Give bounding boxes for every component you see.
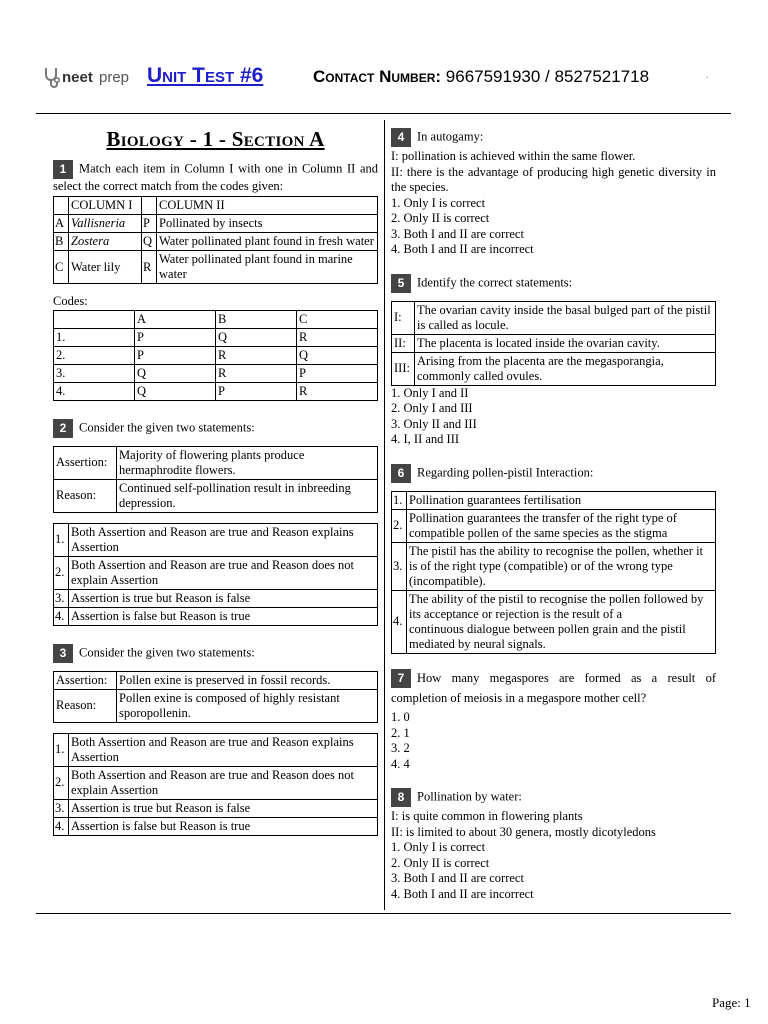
table-row (54, 346, 378, 364)
question-8-text: Pollination by water: (417, 789, 522, 804)
option[interactable]: 1. Only I is correct (391, 195, 486, 210)
option-row[interactable] (54, 607, 378, 625)
option-number: 1. (54, 523, 69, 556)
table-cell: R (297, 382, 378, 400)
top-divider (36, 113, 731, 114)
right-column (391, 128, 716, 912)
statement-number: III: (392, 352, 415, 385)
question-3 (53, 644, 378, 836)
column-2-header: COLUMN II (157, 197, 378, 215)
question-1 (53, 160, 378, 401)
option[interactable]: 4. Both I and II are incorrect (391, 886, 534, 901)
option-number: 2. (54, 766, 69, 799)
question-2-stem (53, 419, 378, 438)
assertion-label: Assertion: (54, 671, 117, 689)
option-text: Pollination guarantees fertilisation (407, 491, 716, 509)
table-cell: 1. (54, 328, 135, 346)
table-cell: P (135, 346, 216, 364)
statement-1: I: is quite common in flowering plants (391, 809, 583, 824)
contact-label: Contact Number: (313, 67, 442, 86)
table-row (392, 334, 716, 352)
question-number-badge: 7 (391, 669, 411, 688)
table-row (54, 215, 378, 233)
option-row[interactable] (392, 491, 716, 509)
table-row (54, 689, 378, 722)
option-row[interactable] (392, 590, 716, 653)
match-table (53, 196, 378, 284)
table-row (54, 233, 378, 251)
option[interactable]: 4. 4 (391, 756, 410, 771)
table-row (54, 328, 378, 346)
bottom-divider (36, 913, 731, 914)
table-cell: Q (216, 328, 297, 346)
option-row[interactable] (54, 556, 378, 589)
row-desc: Water pollinated plant found in marine water (157, 251, 378, 284)
option[interactable]: 1. Only I is correct (391, 840, 486, 855)
row-letter: B (54, 233, 69, 251)
question-7-text: How many megaspores are formed as a result of completion of meiosis in a megaspore mother cell? (391, 670, 716, 706)
option-row[interactable] (392, 509, 716, 542)
option[interactable]: 2. Only I and III (391, 401, 473, 415)
statement-2: II: is limited to about 30 genera, mostly dicotyledons (391, 824, 656, 839)
option[interactable]: 1. Only I and II (391, 385, 469, 400)
option-number: 2. (54, 556, 69, 589)
question-number-badge: 1 (53, 160, 73, 179)
table-cell: 3. (54, 364, 135, 382)
options-table (391, 491, 716, 654)
option-text-line: The ability of the pistil to recognise the pollen followed by its acceptance or rejection is the result of a (409, 591, 704, 621)
table-cell (142, 197, 157, 215)
codes-label: Codes: (53, 294, 88, 308)
option[interactable]: 2. Only II is correct (391, 855, 490, 870)
table-cell: Q (135, 382, 216, 400)
row-letter: Q (142, 233, 157, 251)
question-6 (391, 464, 716, 654)
table-cell: 4. (54, 382, 135, 400)
options-table (53, 733, 378, 836)
option-number: 2. (392, 509, 407, 542)
table-cell: C (297, 310, 378, 328)
options-table (53, 523, 378, 626)
assertion-reason-table (53, 671, 378, 723)
reason-label: Reason: (54, 689, 117, 722)
option-row[interactable] (54, 766, 378, 799)
option-number: 3. (54, 799, 69, 817)
codes-table (53, 310, 378, 401)
table-row (392, 352, 716, 385)
option-row[interactable] (54, 589, 378, 607)
question-8-stem (391, 788, 716, 807)
reason-text: Continued self-pollination result in inbreeding depression. (117, 479, 378, 512)
option-text: Assertion is true but Reason is false (69, 799, 378, 817)
match-table-header (54, 197, 378, 215)
question-5-text: Identify the correct statements: (417, 274, 573, 289)
option-text: Assertion is true but Reason is false (69, 589, 378, 607)
left-column (53, 128, 378, 846)
option-row[interactable] (54, 733, 378, 766)
option-number: 4. (54, 817, 69, 835)
table-cell: P (135, 328, 216, 346)
table-row (54, 251, 378, 284)
option[interactable]: 4. Both I and II are incorrect (391, 242, 534, 256)
option-text (407, 590, 716, 653)
question-number-badge: 4 (391, 128, 411, 147)
option-row[interactable] (392, 542, 716, 590)
stethoscope-icon (42, 66, 62, 90)
option-number: 3. (54, 589, 69, 607)
statement-number: I: (392, 301, 415, 334)
row-letter: C (54, 251, 69, 284)
table-cell: Q (297, 346, 378, 364)
option[interactable]: 3. Both I and II are correct (391, 226, 524, 241)
table-cell: R (216, 346, 297, 364)
table-row (54, 671, 378, 689)
option-text: Assertion is false but Reason is true (69, 607, 378, 625)
option-text: Both Assertion and Reason are true and Reason does not explain Assertion (69, 766, 378, 799)
option[interactable]: 3. 2 (391, 741, 410, 756)
option-number: 3. (392, 542, 407, 590)
option-text: Assertion is false but Reason is true (69, 817, 378, 835)
question-4-text: In autogamy: (417, 129, 484, 144)
test-title-link[interactable]: Unit Test #6 (147, 64, 264, 87)
question-7-stem (391, 668, 716, 709)
question-5-stem (391, 274, 716, 293)
table-cell (54, 197, 69, 215)
statement-1: I: pollination is achieved within the same flower. (391, 149, 636, 163)
question-number-badge: 8 (391, 788, 411, 807)
statement-text: Arising from the placenta are the megasporangia, commonly called ovules. (415, 352, 716, 385)
table-cell (54, 310, 135, 328)
table-cell: A (135, 310, 216, 328)
option-number: 1. (392, 491, 407, 509)
question-number-badge: 5 (391, 274, 411, 293)
option-number: 1. (54, 733, 69, 766)
option-text-line: continuous dialogue between pollen grain and the pistil mediated by neural signals. (409, 621, 686, 651)
option-number: 4. (54, 607, 69, 625)
table-cell: R (297, 328, 378, 346)
page-header (0, 58, 768, 98)
question-2 (53, 419, 378, 626)
row-letter: R (142, 251, 157, 284)
statement-2: II: there is the advantage of producing high genetic diversity in the species. (391, 164, 716, 194)
question-3-stem (53, 644, 378, 663)
question-2-text: Consider the given two statements: (79, 419, 255, 434)
logo-text-neet: neet (62, 69, 93, 86)
table-row (54, 446, 378, 479)
table-cell: P (297, 364, 378, 382)
assertion-label: Assertion: (54, 446, 117, 479)
option-row[interactable] (54, 523, 378, 556)
option-text: Both Assertion and Reason are true and Reason explains Assertion (69, 523, 378, 556)
section-title: Biology - 1 - Section A (106, 127, 325, 151)
neetprep-logo (42, 66, 142, 92)
option-text: Both Assertion and Reason are true and Reason does not explain Assertion (69, 556, 378, 589)
row-item: Vallisneria (69, 215, 142, 233)
table-row (54, 364, 378, 382)
row-desc: Pollinated by insects (157, 215, 378, 233)
column-1-header: COLUMN I (69, 197, 142, 215)
table-cell: Q (135, 364, 216, 382)
reason-label: Reason: (54, 479, 117, 512)
reason-text: Pollen exine is composed of highly resistant sporopollenin. (117, 689, 378, 722)
question-5 (391, 274, 716, 448)
option-row[interactable] (54, 799, 378, 817)
assertion-text: Pollen exine is preserved in fossil records. (117, 671, 378, 689)
table-cell: B (216, 310, 297, 328)
contact-number: 9667591930 / 8527521718 (445, 67, 650, 86)
option-text: Both Assertion and Reason are true and Reason explains Assertion (69, 733, 378, 766)
question-6-text: Regarding pollen-pistil Interaction: (417, 464, 594, 479)
contact-info (313, 67, 649, 87)
column-divider (384, 120, 385, 910)
table-row (392, 301, 716, 334)
question-number-badge: 6 (391, 464, 411, 483)
question-4-stem (391, 128, 716, 147)
row-desc: Water pollinated plant found in fresh water (157, 233, 378, 251)
table-cell: 2. (54, 346, 135, 364)
question-3-text: Consider the given two statements: (79, 644, 255, 659)
option[interactable]: 3. Only II and III (391, 416, 477, 431)
option-text: The pistil has the ability to recognise the pollen, whether it is of the right type (compatible) or of the wrong type (incompatible). (407, 542, 716, 590)
table-row (54, 382, 378, 400)
option[interactable]: 2. 1 (391, 725, 410, 740)
row-letter: P (142, 215, 157, 233)
option-text: Pollination guarantees the transfer of the right type of compatible pollen of the same species as the stigma (407, 509, 716, 542)
question-4 (391, 128, 716, 258)
row-letter: A (54, 215, 69, 233)
statements-table (391, 301, 716, 386)
option-row[interactable] (54, 817, 378, 835)
assertion-text: Majority of flowering plants produce hermaphrodite flowers. (117, 446, 378, 479)
logo-text-prep: prep (99, 69, 130, 86)
statement-number: II: (392, 334, 415, 352)
page-number: Page: 1 (712, 995, 751, 1010)
table-cell: P (216, 382, 297, 400)
codes-header-row (54, 310, 378, 328)
statement-text: The ovarian cavity inside the basal bulged part of the pistil is called as locule. (415, 301, 716, 334)
table-cell: R (216, 364, 297, 382)
option[interactable]: 2. Only II is correct (391, 211, 490, 225)
question-6-stem (391, 464, 716, 483)
statement-text: The placenta is located inside the ovarian cavity. (415, 334, 716, 352)
question-number-badge: 2 (53, 419, 73, 438)
option-number: 4. (392, 590, 407, 653)
option[interactable]: 3. Both I and II are correct (391, 871, 524, 886)
option[interactable]: 4. I, II and III (391, 432, 460, 446)
question-number-badge: 3 (53, 644, 73, 663)
row-item: Water lily (69, 251, 142, 284)
question-7 (391, 668, 716, 773)
question-1-stem (53, 160, 378, 195)
table-row (54, 479, 378, 512)
option[interactable]: 1. 0 (391, 710, 410, 725)
question-1-text: Match each item in Column I with one in Column II and select the correct match from the codes given: (53, 160, 378, 193)
row-item: Zostera (69, 233, 142, 251)
header-dot: . (706, 70, 709, 81)
assertion-reason-table (53, 446, 378, 513)
question-8 (391, 788, 716, 902)
